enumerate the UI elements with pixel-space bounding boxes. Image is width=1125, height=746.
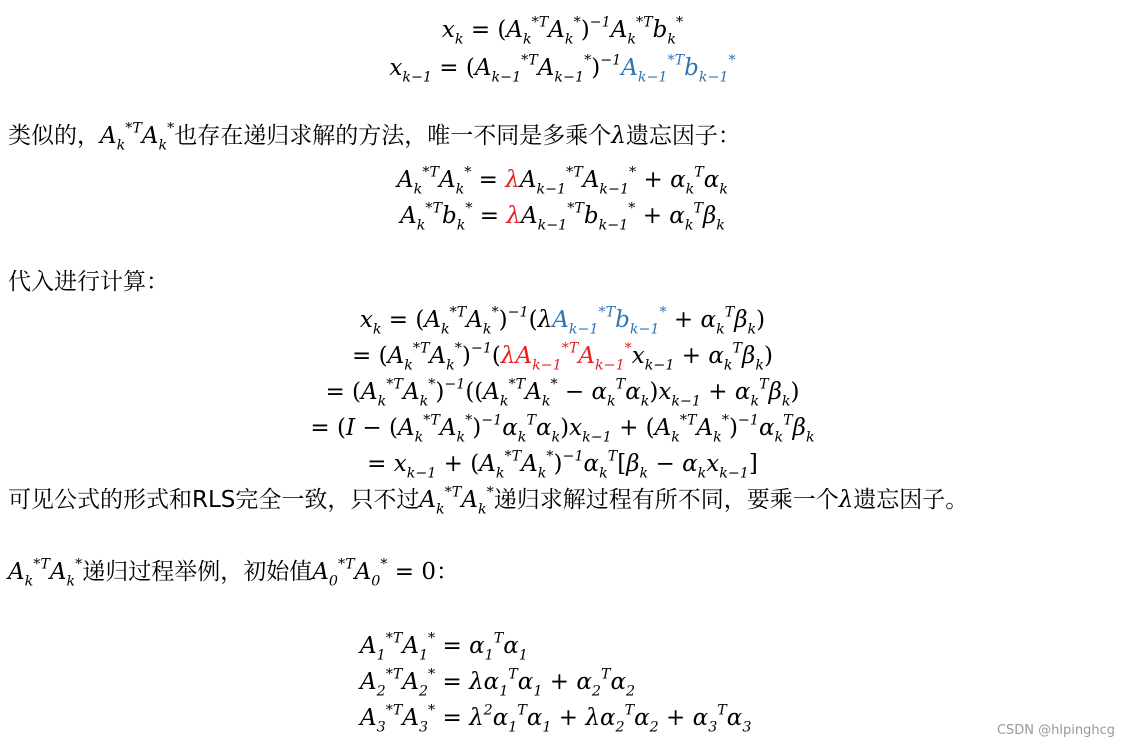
lambda-symbol: λ [611, 123, 626, 149]
watermark: CSDN @hlpinghcg [996, 723, 1115, 738]
example-mid: 递归过程举例，初始值 [82, 559, 313, 585]
derivation-line-4: = $(I - (A_k^{*T}A_k^*)^{-1}\alpha_k^T\alpha_k)x_{k-1} + (A_k^{*T}A_k^*)^{-1}\alpha_k^T\beta_k$ [310, 412, 815, 446]
example-step-1: $A_1^{*T}A_1^* = \alpha_1^T\alpha_1$ [360, 630, 528, 664]
example-step-2: $A_2^{*T}A_2^* = \lambda\alpha_1^T\alpha_1 + \alpha_2^T\alpha_2$ [360, 666, 636, 700]
derivation-line-5: = $x_{k-1} + (A_k^{*T}A_k^*)^{-1}\alpha_k^T[\beta_k - \alpha_kx_{k-1}]$ [367, 448, 758, 482]
example-end: = 0： [387, 559, 459, 585]
example-step-3: $A_3^{*T}A_3^* = \lambda^2\alpha_1^T\alpha_1 + \lambda\alpha_2^T\alpha_2 + \alpha_3^T\alpha_3$ [360, 702, 752, 736]
derivation-line-3: = $(A_k^{*T}A_k^*)^{-1}((A_k^{*T}A_k^* - \alpha_k^T\alpha_k)x_{k-1} + \alpha_k^T\beta_k)$ [325, 376, 800, 410]
lambda-symbol: λ [838, 487, 854, 513]
similar-prefix: 类似的， [8, 123, 100, 149]
conclusion-mid: 递归求解过程有所不同，要乘一个 [493, 487, 839, 513]
similar-recursion-text: 类似的，$A_k^{*T}A_k^*$也存在递归求解的方法，唯一不同是多乘个λ遗忘因子： [8, 120, 741, 154]
forget-factor-label: 遗忘因子： [625, 123, 741, 149]
substitute-text: 代入进行计算： [8, 269, 169, 295]
equation-ata-recursion: $A_k^{*T}A_k^* = \lambda A_{k-1}^{*T}A_{k-1}^* + \alpha_k^T\alpha_k$ [397, 164, 728, 198]
conclusion-text: 可见公式的形式和RLS完全一致，只不过$A_k^{*T}A_k^*$递归求解过程有所不同，要乘一个λ遗忘因子。 [8, 484, 969, 518]
derivation-line-2: = $(A_k^{*T}A_k^*)^{-1}(\lambda A_{k-1}^{*T}A_{k-1}^*x_{k-1} + \alpha_k^T\beta_k)$ [352, 340, 773, 374]
equation-xk-minus-1-ls: $x_{k-1} = (A_{k-1}^{*T}A_{k-1}^*)^{-1}A_{k-1}^{*T}b_{k-1}^*$ [389, 52, 736, 86]
equation-atb-recursion: $A_k^{*T}b_k^* = \lambda A_{k-1}^{*T}b_{k-1}^* + \alpha_k^T\beta_k$ [400, 200, 725, 234]
forget-factor-end: 遗忘因子。 [853, 487, 969, 513]
equation-xk-ls: $x_k = (A_k^{*T}A_k^*)^{-1}A_k^{*T}b_k^*$ [441, 14, 684, 48]
derivation-line-1: $x_k = (A_k^{*T}A_k^*)^{-1}(\lambda A_{k-1}^{*T}b_{k-1}^* + \alpha_k^T\beta_k)$ [359, 304, 766, 338]
conclusion-prefix: 可见公式的形式和RLS完全一致，只不过 [8, 487, 420, 513]
similar-suffix: 也存在递归求解的方法，唯一不同是多乘个 [174, 123, 612, 149]
example-text: $A_k^{*T}A_k^*$递归过程举例，初始值$A_0^{*T}A_0^* = 0$： [8, 556, 459, 590]
